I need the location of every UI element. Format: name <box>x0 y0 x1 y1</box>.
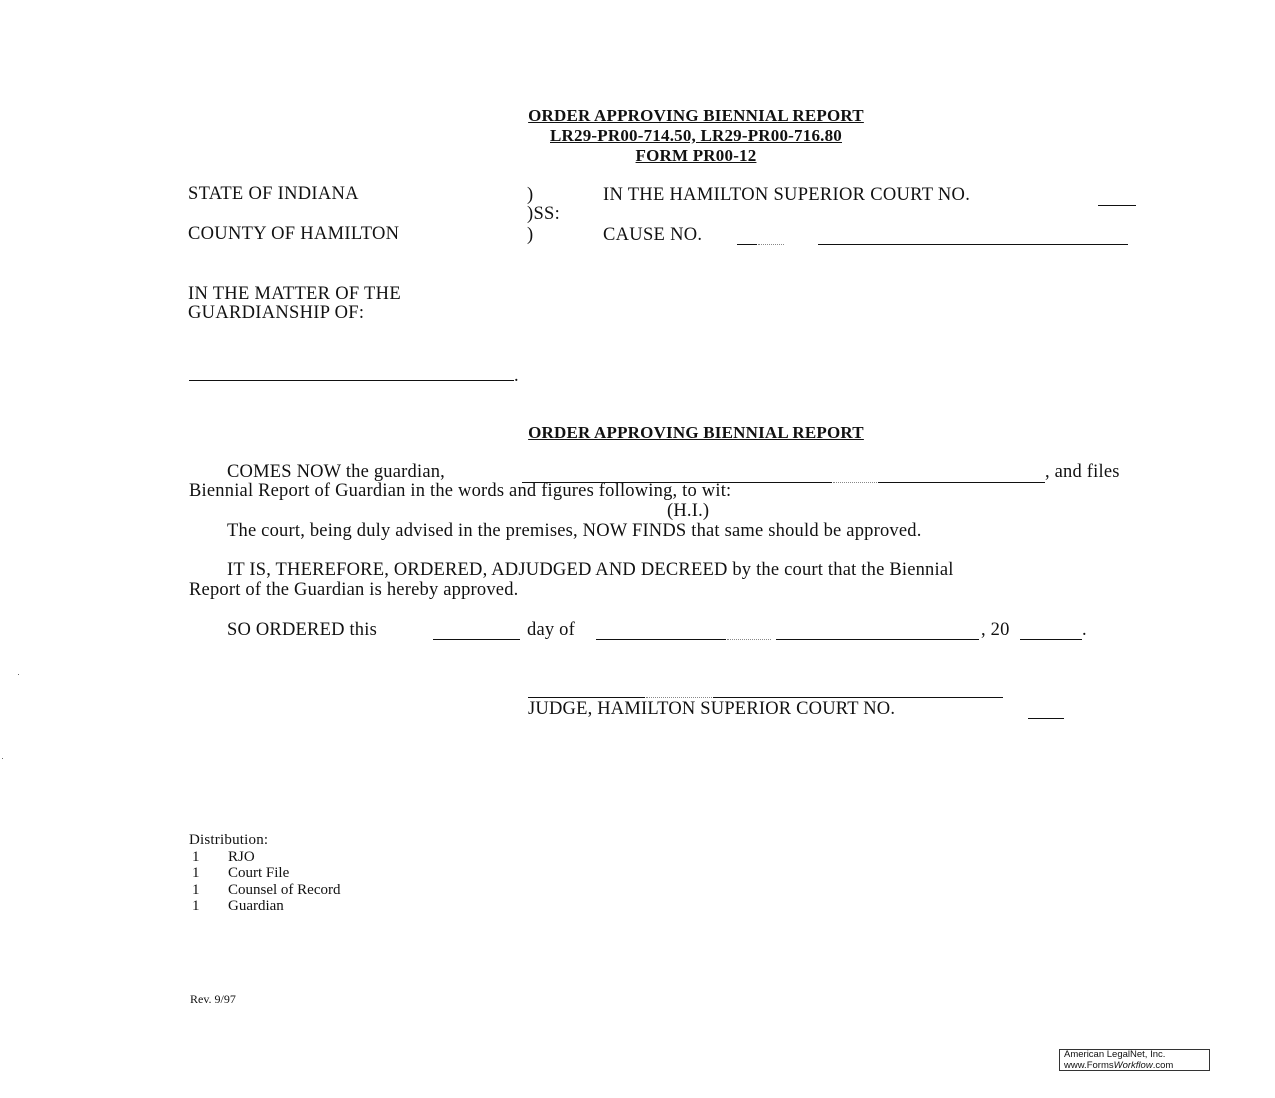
year-field[interactable] <box>1020 639 1082 640</box>
distribution-label: Distribution: <box>189 832 269 848</box>
month-field[interactable] <box>596 639 726 640</box>
judge-label: JUDGE, HAMILTON SUPERIOR COURT NO. <box>528 699 896 719</box>
month-field-cont[interactable] <box>776 639 979 640</box>
distribution-count: 1 <box>192 849 200 865</box>
ordered-line1: IT IS, THEREFORE, ORDERED, ADJUDGED AND DECREED by the court that the Biennial <box>227 560 954 580</box>
county-label: COUNTY OF HAMILTON <box>188 224 400 244</box>
cause-number-dots <box>758 244 784 245</box>
ward-name-period: . <box>514 366 519 386</box>
caption-paren: ) <box>527 225 534 245</box>
state-label: STATE OF INDIANA <box>188 184 359 204</box>
comes-now-suffix: , and files <box>1045 462 1120 482</box>
distribution-recipient: Guardian <box>228 898 284 914</box>
scan-speck <box>2 758 3 759</box>
revision-date: Rev. 9/97 <box>190 992 236 1006</box>
distribution-count: 1 <box>192 865 200 881</box>
year-prefix: , 20 <box>981 620 1010 640</box>
cause-number-prefix-field[interactable] <box>737 244 757 245</box>
distribution-recipient: Court File <box>228 865 290 881</box>
finds-paragraph: The court, being duly advised in the premises, NOW FINDS that same should be approved. <box>227 521 922 541</box>
form-rule-reference: LR29-PR00-714.50, LR29-PR00-716.80 <box>550 126 842 145</box>
cause-label <box>603 225 702 246</box>
order-heading: ORDER APPROVING BIENNIAL REPORT <box>528 423 864 442</box>
caption-ss: )SS: <box>527 204 561 224</box>
so-ordered-prefix: SO ORDERED this <box>227 620 377 640</box>
month-dots <box>727 639 771 640</box>
matter-line2: GUARDIANSHIP OF: <box>188 303 365 323</box>
cause-label-text: CAUSE NO. <box>603 225 703 245</box>
comes-now-prefix: COMES NOW the guardian, <box>227 462 446 482</box>
publisher-url: www.FormsWorkflow.com <box>1064 1059 1174 1071</box>
form-title: ORDER APPROVING BIENNIAL REPORT <box>528 106 864 125</box>
caption-paren: ) <box>527 185 534 205</box>
ward-name-field[interactable] <box>189 380 514 381</box>
distribution-recipient: RJO <box>228 849 255 865</box>
year-suffix: . <box>1082 620 1087 640</box>
form-number: FORM PR00-12 <box>635 146 757 165</box>
publisher-stamp <box>1059 1049 1210 1071</box>
court-label <box>603 185 970 206</box>
day-field[interactable] <box>433 639 520 640</box>
court-label-text: IN THE HAMILTON SUPERIOR COURT NO. <box>603 185 971 205</box>
distribution-recipient: Counsel of Record <box>228 882 341 898</box>
cause-number-field[interactable] <box>818 244 1128 245</box>
comes-now-line2: Biennial Report of Guardian in the words and figures following, to wit: <box>189 481 732 501</box>
judge-signature-line-cont[interactable] <box>713 697 1003 698</box>
scan-speck <box>18 674 19 675</box>
distribution-count: 1 <box>192 882 200 898</box>
hi-marker: (H.I.) <box>667 501 710 521</box>
ordered-line2: Report of the Guardian is hereby approved. <box>189 580 519 600</box>
distribution-count: 1 <box>192 898 200 914</box>
judge-court-number-field[interactable] <box>1028 718 1064 719</box>
matter-line1: IN THE MATTER OF THE <box>188 284 401 304</box>
guardian-name-field-cont[interactable] <box>878 482 1045 483</box>
judge-signature-line[interactable] <box>528 697 645 698</box>
day-of-label: day of <box>527 620 575 640</box>
guardian-name-dots <box>833 482 877 483</box>
publisher-name: American LegalNet, Inc. <box>1064 1049 1166 1060</box>
judge-signature-dots <box>646 697 712 698</box>
court-number-field[interactable] <box>1098 205 1136 206</box>
